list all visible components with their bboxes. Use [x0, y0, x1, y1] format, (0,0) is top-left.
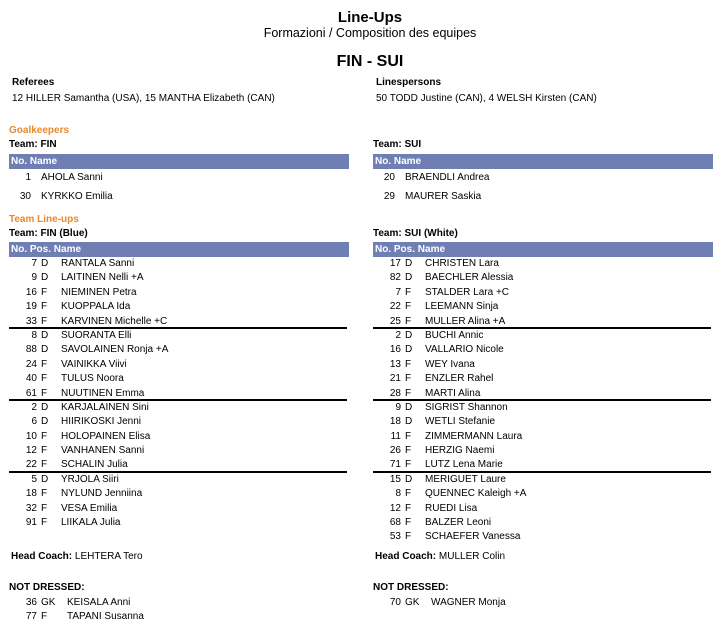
player-name: NUUTINEN Emma: [61, 387, 145, 399]
goalkeeper-row: [373, 187, 711, 206]
goalkeeper-row: [9, 168, 347, 187]
lineup-table: [373, 257, 711, 545]
lineup-table-header: No. Pos. Name: [9, 242, 349, 257]
player-row: [373, 473, 711, 487]
player-position: F: [41, 286, 48, 298]
player-row: [373, 343, 711, 357]
player-position: F: [405, 373, 412, 385]
player-position: D: [405, 473, 413, 485]
player-name: HOLOPAINEN Elisa: [61, 430, 151, 442]
match-title: FIN - SUI: [336, 53, 404, 70]
player-position: F: [41, 358, 48, 370]
player-number: 32: [25, 502, 37, 514]
player-name: BALZER Leoni: [425, 517, 492, 529]
player-name: WAGNER Monja: [431, 597, 506, 608]
player-row: [373, 387, 711, 401]
referees-label: Referees: [12, 77, 55, 88]
player-position: F: [41, 488, 48, 500]
player-row: [373, 300, 711, 314]
player-name: WETLI Stefanie: [425, 416, 496, 428]
player-position: D: [405, 416, 413, 428]
player-name: CHRISTEN Lara: [425, 258, 499, 269]
player-name: LUTZ Lena Marie: [425, 459, 503, 471]
player-number: 21: [389, 373, 401, 385]
player-name: WEY Ivana: [425, 358, 475, 370]
player-name: STALDER Lara +C: [425, 286, 510, 298]
player-number: 19: [25, 301, 37, 313]
not-dressed-row: [9, 596, 347, 610]
player-number: 12: [25, 445, 37, 457]
player-number: 12: [389, 502, 401, 514]
player-number: 68: [389, 517, 401, 529]
player-number: 61: [25, 387, 37, 399]
player-number: 82: [389, 272, 401, 284]
head-coach: [11, 551, 349, 562]
player-row: [373, 271, 711, 285]
player-position: D: [41, 272, 49, 284]
player-position: F: [41, 387, 48, 399]
player-name: SUORANTA Elli: [61, 329, 132, 341]
lineup-team-label: Team: FIN (Blue): [9, 228, 88, 239]
player-name: HERZIG Naemi: [425, 445, 495, 457]
player-position: F: [405, 301, 412, 313]
player-row: [9, 502, 347, 516]
player-row: [9, 444, 347, 458]
player-number: 22: [25, 459, 37, 471]
page-title: Line-Ups: [337, 9, 403, 26]
player-row: [373, 286, 711, 300]
head-coach-name: LEHTERA Tero: [74, 551, 143, 562]
player-number: 13: [389, 358, 401, 370]
goalkeeper-row: [373, 168, 711, 187]
player-number: 28: [389, 387, 401, 399]
player-row: [373, 329, 711, 343]
player-name: VESA Emilia: [61, 502, 118, 514]
player-row: [373, 401, 711, 415]
player-row: [9, 516, 347, 530]
player-number: 70: [389, 597, 401, 608]
gk-table-header: No. Name: [9, 154, 349, 169]
player-number: 30: [19, 191, 31, 202]
player-number: 91: [25, 517, 37, 529]
player-number: 5: [31, 473, 37, 485]
player-position: GK: [405, 597, 420, 608]
player-row: [9, 458, 347, 472]
player-position: F: [41, 517, 48, 529]
player-position: D: [41, 401, 49, 413]
player-row: [9, 300, 347, 314]
player-position: D: [41, 329, 49, 341]
player-position: D: [405, 344, 413, 356]
player-row: [9, 315, 347, 329]
player-position: D: [41, 416, 49, 428]
player-position: D: [405, 272, 413, 284]
player-name: QUENNEC Kaleigh +A: [425, 488, 527, 500]
player-position: F: [405, 387, 412, 399]
lineup-table: [9, 257, 347, 530]
player-row: [373, 458, 711, 472]
player-number: 2: [31, 401, 37, 413]
player-name: NIEMINEN Petra: [61, 286, 137, 298]
player-number: 9: [31, 272, 37, 284]
player-name: SAVOLAINEN Ronja +A: [61, 344, 169, 356]
gk-team-label: Team: FIN: [9, 139, 57, 150]
player-position: F: [41, 459, 48, 471]
player-row: [9, 372, 347, 386]
goalkeepers-heading: Goalkeepers: [9, 125, 70, 136]
player-row: [9, 387, 347, 401]
player-name: AHOLA Sanni: [41, 172, 103, 183]
player-row: [373, 487, 711, 501]
player-row: [9, 415, 347, 429]
player-position: D: [405, 258, 413, 269]
linespersons-label: Linespersons: [376, 77, 442, 88]
player-row: [373, 257, 711, 271]
not-dressed-row: [9, 610, 347, 624]
player-number: 17: [389, 258, 401, 269]
player-name: SCHAEFER Vanessa: [425, 531, 521, 543]
player-position: F: [41, 502, 48, 514]
player-row: [373, 430, 711, 444]
player-position: GK: [41, 597, 56, 608]
player-row: [9, 286, 347, 300]
player-number: 88: [25, 344, 37, 356]
player-name: KUOPPALA Ida: [61, 301, 131, 313]
player-row: [9, 430, 347, 444]
player-number: 22: [389, 301, 401, 313]
player-position: D: [41, 344, 49, 356]
head-coach-label: Head Coach:: [375, 551, 437, 562]
player-position: D: [41, 258, 49, 269]
player-row: [9, 473, 347, 487]
player-position: D: [405, 329, 413, 341]
lineups-heading: Team Line-ups: [9, 214, 79, 225]
player-row: [373, 516, 711, 530]
player-name: LAITINEN Nelli +A: [61, 272, 144, 284]
player-number: 77: [25, 611, 37, 623]
player-name: LEEMANN Sinja: [425, 301, 499, 313]
player-number: 40: [25, 373, 37, 385]
player-name: KYRKKO Emilia: [41, 191, 113, 202]
player-number: 36: [25, 597, 37, 608]
player-name: MAURER Saskia: [405, 191, 482, 202]
player-number: 6: [31, 416, 37, 428]
player-number: 8: [395, 488, 401, 500]
player-name: HIIRIKOSKI Jenni: [61, 416, 142, 428]
lineup-table-header: No. Pos. Name: [373, 242, 713, 257]
player-name: SCHALIN Julia: [61, 459, 128, 471]
player-row: [373, 530, 711, 544]
player-number: 29: [383, 191, 395, 202]
player-name: KEISALA Anni: [67, 597, 131, 608]
player-number: 25: [389, 315, 401, 327]
player-name: LIIKALA Julia: [61, 517, 121, 529]
player-number: 16: [389, 344, 401, 356]
player-name: VAINIKKA Viivi: [61, 358, 127, 370]
player-row: [373, 372, 711, 386]
player-name: KARJALAINEN Sini: [61, 401, 149, 413]
player-number: 15: [389, 473, 401, 485]
linespersons-names: 50 TODD Justine (CAN), 4 WELSH Kirsten (CAN): [376, 93, 597, 104]
goalkeeper-row: [9, 187, 347, 206]
player-position: F: [405, 286, 412, 298]
gk-table-header: No. Name: [373, 154, 713, 169]
player-name: MULLER Alina +A: [425, 315, 506, 327]
head-coach: [375, 551, 713, 562]
player-row: [373, 502, 711, 516]
player-number: 8: [31, 329, 37, 341]
not-dressed-row: [373, 596, 711, 610]
player-number: 11: [390, 430, 401, 442]
player-position: F: [41, 445, 48, 457]
player-name: ENZLER Rahel: [425, 373, 494, 385]
player-row: [9, 401, 347, 415]
player-number: 2: [395, 329, 401, 341]
not-dressed-label: NOT DRESSED:: [9, 582, 85, 593]
head-coach-label: Head Coach:: [11, 551, 73, 562]
player-position: F: [41, 430, 48, 442]
head-coach-name: MULLER Colin: [438, 551, 506, 562]
player-name: BRAENDLI Andrea: [405, 172, 490, 183]
player-number: 9: [395, 401, 401, 413]
player-number: 18: [389, 416, 401, 428]
player-row: [373, 444, 711, 458]
player-position: F: [405, 459, 412, 471]
player-position: D: [41, 473, 49, 485]
player-name: TULUS Noora: [61, 373, 124, 385]
player-position: F: [405, 358, 412, 370]
player-name: RUEDI Lisa: [425, 502, 478, 514]
player-number: 16: [25, 286, 37, 298]
player-name: YRJOLA Siiri: [61, 473, 119, 485]
player-number: 20: [383, 172, 395, 183]
referees-names: 12 HILLER Samantha (USA), 15 MANTHA Elizabeth (CAN): [12, 93, 275, 104]
player-position: F: [405, 531, 412, 543]
player-position: F: [405, 430, 412, 442]
player-position: F: [405, 502, 412, 514]
player-position: F: [41, 611, 48, 623]
lineup-team-label: Team: SUI (White): [373, 228, 458, 239]
player-number: 7: [31, 258, 37, 269]
player-number: 24: [25, 358, 37, 370]
player-number: 71: [389, 459, 401, 471]
player-name: BAECHLER Alessia: [425, 272, 514, 284]
player-row: [373, 415, 711, 429]
player-row: [9, 343, 347, 357]
player-name: KARVINEN Michelle +C: [61, 315, 168, 327]
player-row: [9, 329, 347, 343]
player-name: BUCHI Annic: [425, 329, 484, 341]
player-name: RANTALA Sanni: [61, 258, 135, 269]
player-position: F: [41, 373, 48, 385]
player-position: F: [405, 315, 412, 327]
player-number: 33: [25, 315, 37, 327]
player-position: F: [41, 301, 48, 313]
player-row: [373, 315, 711, 329]
player-number: 18: [25, 488, 37, 500]
player-name: MARTI Alina: [425, 387, 481, 399]
player-number: 26: [389, 445, 401, 457]
player-row: [9, 257, 347, 271]
player-row: [9, 271, 347, 285]
player-row: [9, 487, 347, 501]
player-name: SIGRIST Shannon: [425, 401, 508, 413]
player-number: 53: [389, 531, 401, 543]
player-number: 10: [25, 430, 37, 442]
not-dressed-label: NOT DRESSED:: [373, 582, 449, 593]
gk-team-label: Team: SUI: [373, 139, 422, 150]
player-position: F: [405, 517, 412, 529]
player-number: 1: [25, 172, 31, 183]
player-name: NYLUND Jenniina: [61, 488, 143, 500]
player-name: ZIMMERMANN Laura: [425, 430, 523, 442]
player-position: F: [41, 315, 48, 327]
player-name: VANHANEN Sanni: [61, 445, 145, 457]
player-row: [9, 358, 347, 372]
player-position: F: [405, 488, 412, 500]
player-name: VALLARIO Nicole: [425, 344, 504, 356]
player-number: 7: [395, 286, 401, 298]
player-row: [373, 358, 711, 372]
page-subtitle: Formazioni / Composition des equipes: [263, 26, 477, 40]
player-name: TAPANI Susanna: [67, 611, 144, 623]
player-position: F: [405, 445, 412, 457]
player-name: MERIGUET Laure: [425, 473, 506, 485]
player-position: D: [405, 401, 413, 413]
